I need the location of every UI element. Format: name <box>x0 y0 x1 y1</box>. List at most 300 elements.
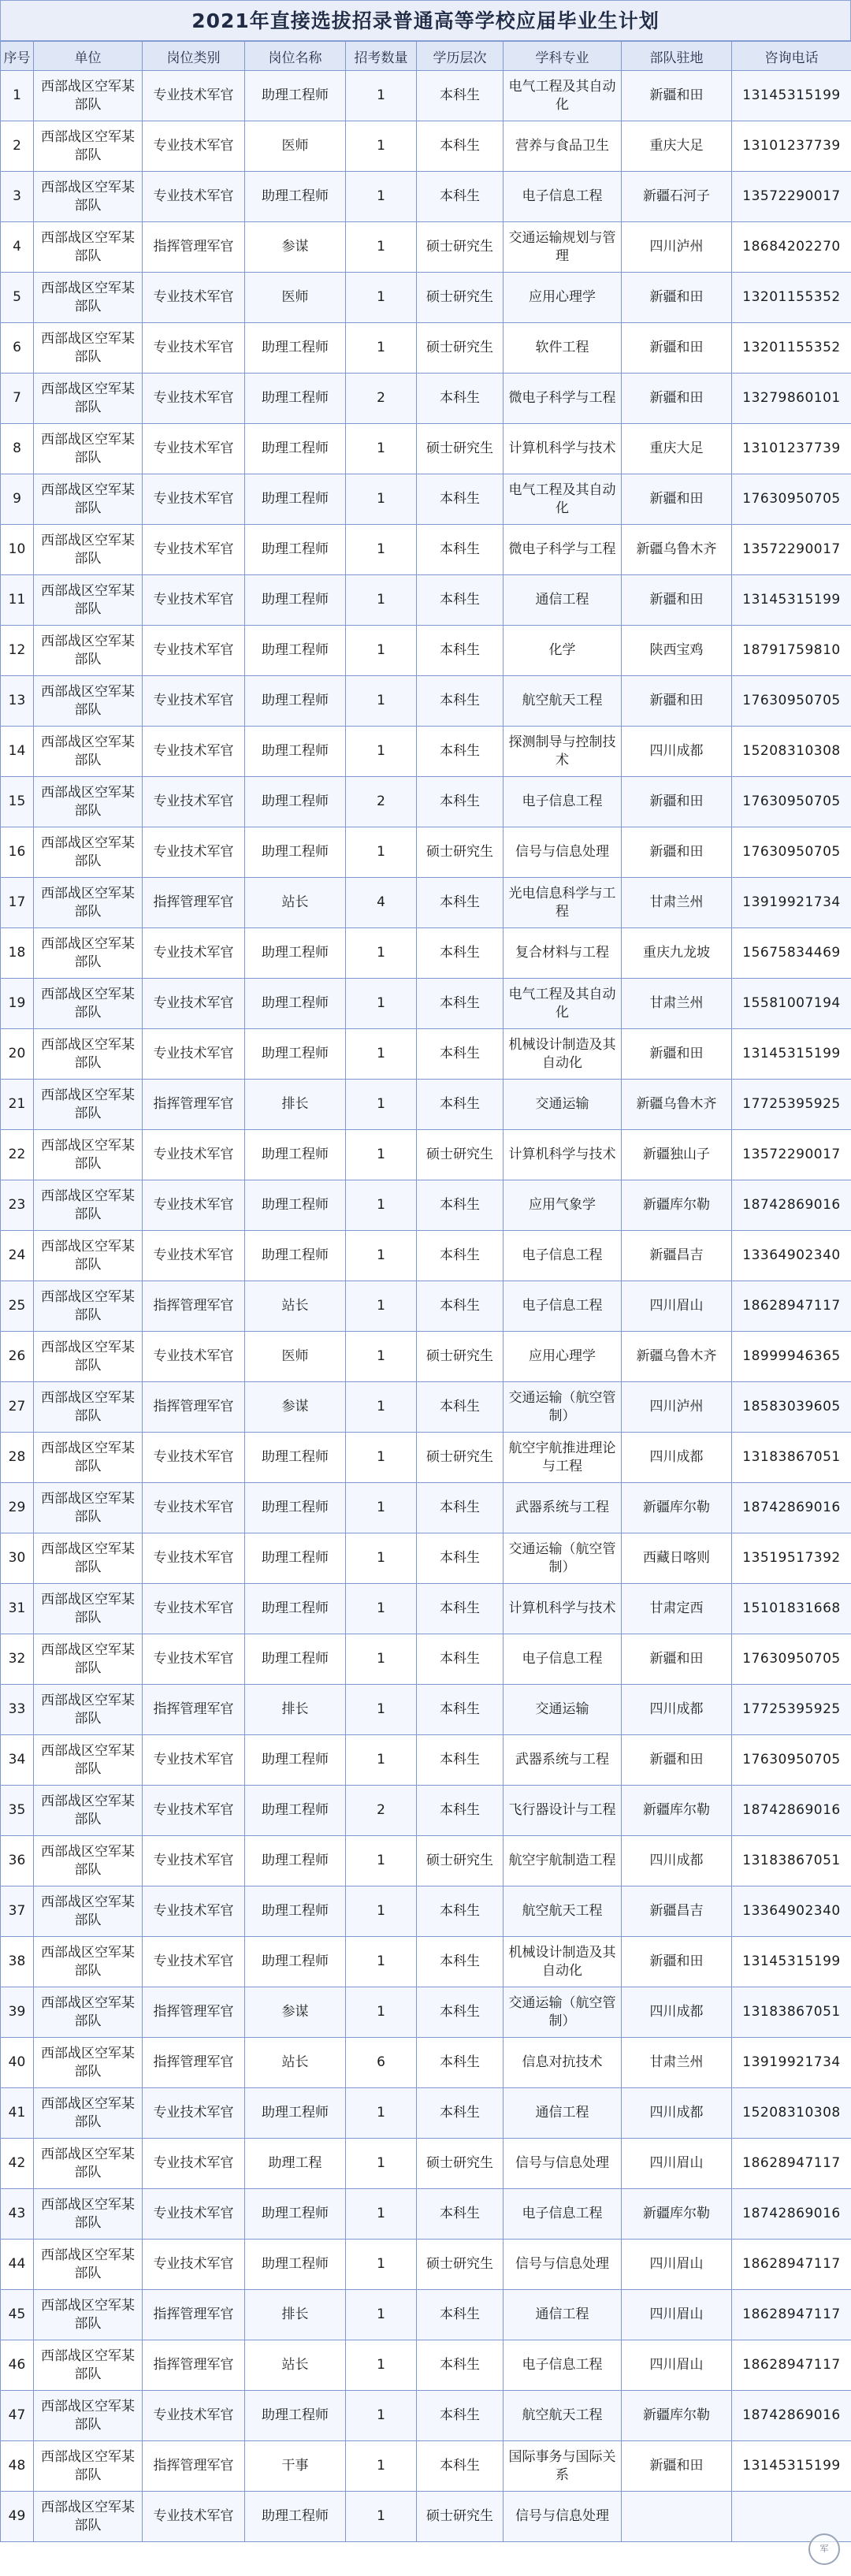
cell-unit: 西部战区空军某部队 <box>34 2492 143 2542</box>
table-row <box>1 1584 851 1634</box>
cell-unit: 西部战区空军某部队 <box>34 474 143 525</box>
cell-degree: 硕士研究生 <box>417 222 504 273</box>
cell-category: 专业技术军官 <box>143 1786 245 1836</box>
cell-major: 信息对抗技术 <box>504 2038 622 2088</box>
cell-quota: 1 <box>346 1433 417 1483</box>
cell-position: 助理工程师 <box>245 827 346 878</box>
cell-major: 电子信息工程 <box>504 1281 622 1332</box>
cell-position: 参谋 <box>245 1382 346 1433</box>
cell-unit: 西部战区空军某部队 <box>34 222 143 273</box>
cell-major: 应用心理学 <box>504 1332 622 1382</box>
cell-unit: 西部战区空军某部队 <box>34 2290 143 2340</box>
cell-station: 甘肃定西 <box>622 1584 732 1634</box>
cell-phone: 18742869016 <box>732 1786 851 1836</box>
cell-position: 助理工程师 <box>245 71 346 121</box>
table-row <box>1 323 851 374</box>
cell-index: 28 <box>1 1433 34 1483</box>
cell-major: 计算机科学与技术 <box>504 1584 622 1634</box>
cell-position: 助理工程师 <box>245 1029 346 1080</box>
cell-unit: 西部战区空军某部队 <box>34 2240 143 2290</box>
cell-unit: 西部战区空军某部队 <box>34 1533 143 1584</box>
cell-position: 医师 <box>245 273 346 323</box>
cell-station: 四川成都 <box>622 1685 732 1735</box>
cell-category: 专业技术军官 <box>143 374 245 424</box>
column-header-index: 序号 <box>1 42 34 71</box>
cell-phone: 13572290017 <box>732 172 851 222</box>
cell-category: 专业技术军官 <box>143 1886 245 1937</box>
cell-phone: 15208310308 <box>732 727 851 777</box>
cell-position: 助理工程师 <box>245 1937 346 1987</box>
cell-position: 助理工程师 <box>245 777 346 827</box>
cell-index: 9 <box>1 474 34 525</box>
table-row <box>1 1180 851 1231</box>
cell-position: 助理工程师 <box>245 979 346 1029</box>
table-row <box>1 1231 851 1281</box>
cell-category: 专业技术军官 <box>143 1029 245 1080</box>
cell-category: 专业技术军官 <box>143 575 245 626</box>
cell-category: 专业技术军官 <box>143 1735 245 1786</box>
cell-index: 20 <box>1 1029 34 1080</box>
cell-unit: 西部战区空军某部队 <box>34 273 143 323</box>
cell-position: 助理工程师 <box>245 1786 346 1836</box>
cell-position: 站长 <box>245 2038 346 2088</box>
cell-major: 应用心理学 <box>504 273 622 323</box>
cell-station: 新疆和田 <box>622 1937 732 1987</box>
cell-quota: 1 <box>346 1130 417 1180</box>
cell-phone: 13183867051 <box>732 1987 851 2038</box>
cell-position: 参谋 <box>245 222 346 273</box>
cell-unit: 西部战区空军某部队 <box>34 1130 143 1180</box>
cell-station: 新疆和田 <box>622 1634 732 1685</box>
cell-station: 新疆和田 <box>622 71 732 121</box>
cell-category: 专业技术军官 <box>143 1836 245 1886</box>
cell-unit: 西部战区空军某部队 <box>34 1180 143 1231</box>
cell-station: 新疆乌鲁木齐 <box>622 1332 732 1382</box>
cell-major: 电子信息工程 <box>504 2189 622 2240</box>
cell-category: 专业技术军官 <box>143 2139 245 2189</box>
cell-quota: 1 <box>346 1735 417 1786</box>
cell-position: 助理工程师 <box>245 727 346 777</box>
table-row <box>1 2391 851 2441</box>
cell-quota: 1 <box>346 1483 417 1533</box>
cell-position: 助理工程师 <box>245 575 346 626</box>
cell-unit: 西部战区空军某部队 <box>34 2088 143 2139</box>
cell-quota: 1 <box>346 1937 417 1987</box>
cell-unit: 西部战区空军某部队 <box>34 1382 143 1433</box>
cell-major: 电子信息工程 <box>504 1231 622 1281</box>
cell-position: 助理工程师 <box>245 1634 346 1685</box>
cell-major: 微电子科学与工程 <box>504 525 622 575</box>
cell-category: 专业技术军官 <box>143 2240 245 2290</box>
cell-category: 专业技术军官 <box>143 727 245 777</box>
cell-quota: 1 <box>346 2391 417 2441</box>
cell-unit: 西部战区空军某部队 <box>34 1584 143 1634</box>
cell-quota: 1 <box>346 1987 417 2038</box>
table-row <box>1 2139 851 2189</box>
cell-degree: 本科生 <box>417 878 504 928</box>
cell-index: 27 <box>1 1382 34 1433</box>
cell-position: 助理工程师 <box>245 626 346 676</box>
cell-degree: 硕士研究生 <box>417 323 504 374</box>
cell-category: 专业技术军官 <box>143 1231 245 1281</box>
cell-degree: 硕士研究生 <box>417 2492 504 2542</box>
cell-unit: 西部战区空军某部队 <box>34 1987 143 2038</box>
cell-degree: 本科生 <box>417 1382 504 1433</box>
cell-phone: 17630950705 <box>732 676 851 727</box>
cell-quota: 1 <box>346 1332 417 1382</box>
cell-degree: 本科生 <box>417 1483 504 1533</box>
cell-phone: 18684202270 <box>732 222 851 273</box>
cell-phone: 15675834469 <box>732 928 851 979</box>
cell-degree: 本科生 <box>417 374 504 424</box>
cell-position: 助理工程师 <box>245 374 346 424</box>
cell-major: 通信工程 <box>504 2290 622 2340</box>
column-header-station: 部队驻地 <box>622 42 732 71</box>
cell-position: 站长 <box>245 1281 346 1332</box>
cell-station: 四川泸州 <box>622 1382 732 1433</box>
cell-phone <box>732 2492 851 2542</box>
cell-station: 陕西宝鸡 <box>622 626 732 676</box>
column-header-major: 学科专业 <box>504 42 622 71</box>
cell-phone: 13183867051 <box>732 1433 851 1483</box>
cell-phone: 17630950705 <box>732 777 851 827</box>
cell-major: 飞行器设计与工程 <box>504 1786 622 1836</box>
page-title: 2021年直接选拔招录普通高等学校应届毕业生计划 <box>0 0 851 41</box>
cell-index: 26 <box>1 1332 34 1382</box>
cell-unit: 西部战区空军某部队 <box>34 1937 143 1987</box>
cell-major: 光电信息科学与工程 <box>504 878 622 928</box>
cell-degree: 硕士研究生 <box>417 2139 504 2189</box>
cell-major: 电气工程及其自动化 <box>504 979 622 1029</box>
cell-station <box>622 2492 732 2542</box>
cell-degree: 本科生 <box>417 172 504 222</box>
table-row <box>1 575 851 626</box>
cell-station: 新疆乌鲁木齐 <box>622 525 732 575</box>
table-row <box>1 1080 851 1130</box>
cell-quota: 1 <box>346 1634 417 1685</box>
cell-quota: 1 <box>346 1836 417 1886</box>
cell-unit: 西部战区空军某部队 <box>34 777 143 827</box>
cell-phone: 17630950705 <box>732 1634 851 1685</box>
cell-major: 交通运输 <box>504 1080 622 1130</box>
cell-degree: 本科生 <box>417 1029 504 1080</box>
cell-quota: 1 <box>346 273 417 323</box>
cell-station: 四川泸州 <box>622 222 732 273</box>
cell-unit: 西部战区空军某部队 <box>34 424 143 474</box>
cell-quota: 1 <box>346 1029 417 1080</box>
cell-index: 31 <box>1 1584 34 1634</box>
cell-phone: 13145315199 <box>732 1937 851 1987</box>
cell-degree: 硕士研究生 <box>417 2240 504 2290</box>
cell-degree: 本科生 <box>417 1533 504 1584</box>
cell-position: 助理工程师 <box>245 2088 346 2139</box>
cell-major: 交通运输（航空管制） <box>504 1533 622 1584</box>
cell-unit: 西部战区空军某部队 <box>34 928 143 979</box>
cell-index: 19 <box>1 979 34 1029</box>
cell-index: 6 <box>1 323 34 374</box>
cell-index: 25 <box>1 1281 34 1332</box>
cell-category: 专业技术军官 <box>143 2391 245 2441</box>
cell-phone: 18742869016 <box>732 2189 851 2240</box>
cell-position: 助理工程师 <box>245 1735 346 1786</box>
cell-degree: 本科生 <box>417 1937 504 1987</box>
cell-category: 专业技术军官 <box>143 1483 245 1533</box>
cell-station: 四川眉山 <box>622 2139 732 2189</box>
cell-category: 专业技术军官 <box>143 273 245 323</box>
cell-category: 专业技术军官 <box>143 2088 245 2139</box>
cell-quota: 1 <box>346 979 417 1029</box>
cell-degree: 本科生 <box>417 121 504 172</box>
watermark-logo: 军 <box>808 2533 840 2565</box>
cell-index: 30 <box>1 1533 34 1584</box>
cell-index: 36 <box>1 1836 34 1886</box>
cell-station: 甘肃兰州 <box>622 979 732 1029</box>
cell-category: 专业技术军官 <box>143 1533 245 1584</box>
table-row <box>1 71 851 121</box>
table-row <box>1 273 851 323</box>
cell-station: 新疆库尔勒 <box>622 1786 732 1836</box>
cell-unit: 西部战区空军某部队 <box>34 2340 143 2391</box>
cell-degree: 硕士研究生 <box>417 1130 504 1180</box>
cell-index: 40 <box>1 2038 34 2088</box>
cell-category: 专业技术军官 <box>143 777 245 827</box>
cell-station: 四川眉山 <box>622 2290 732 2340</box>
cell-degree: 本科生 <box>417 2441 504 2492</box>
cell-position: 医师 <box>245 121 346 172</box>
cell-phone: 13145315199 <box>732 1029 851 1080</box>
column-header-position: 岗位名称 <box>245 42 346 71</box>
cell-station: 新疆石河子 <box>622 172 732 222</box>
cell-position: 助理工程师 <box>245 172 346 222</box>
cell-degree: 本科生 <box>417 71 504 121</box>
cell-position: 排长 <box>245 2290 346 2340</box>
cell-phone: 13101237739 <box>732 424 851 474</box>
cell-position: 助理工程师 <box>245 1130 346 1180</box>
cell-index: 34 <box>1 1735 34 1786</box>
cell-category: 专业技术军官 <box>143 626 245 676</box>
cell-position: 排长 <box>245 1080 346 1130</box>
table-row <box>1 2088 851 2139</box>
cell-station: 四川眉山 <box>622 1281 732 1332</box>
cell-degree: 本科生 <box>417 2088 504 2139</box>
table-row <box>1 2240 851 2290</box>
cell-degree: 本科生 <box>417 1886 504 1937</box>
cell-category: 指挥管理军官 <box>143 1382 245 1433</box>
table-row <box>1 1786 851 1836</box>
cell-index: 33 <box>1 1685 34 1735</box>
cell-degree: 本科生 <box>417 1281 504 1332</box>
cell-unit: 西部战区空军某部队 <box>34 1886 143 1937</box>
cell-degree: 本科生 <box>417 525 504 575</box>
cell-quota: 1 <box>346 2088 417 2139</box>
cell-phone: 18628947117 <box>732 2290 851 2340</box>
cell-phone: 15208310308 <box>732 2088 851 2139</box>
cell-position: 助理工程师 <box>245 1533 346 1584</box>
cell-phone: 17725395925 <box>732 1080 851 1130</box>
cell-index: 23 <box>1 1180 34 1231</box>
cell-index: 43 <box>1 2189 34 2240</box>
cell-quota: 1 <box>346 1080 417 1130</box>
cell-station: 新疆库尔勒 <box>622 2189 732 2240</box>
cell-index: 13 <box>1 676 34 727</box>
cell-category: 专业技术军官 <box>143 1130 245 1180</box>
cell-phone: 18999946365 <box>732 1332 851 1382</box>
table-header-row <box>1 42 851 71</box>
cell-quota: 1 <box>346 1584 417 1634</box>
cell-position: 干事 <box>245 2441 346 2492</box>
cell-unit: 西部战区空军某部队 <box>34 1332 143 1382</box>
cell-index: 47 <box>1 2391 34 2441</box>
cell-phone: 13364902340 <box>732 1231 851 1281</box>
column-header-quota: 招考数量 <box>346 42 417 71</box>
cell-phone: 17630950705 <box>732 827 851 878</box>
cell-phone: 13201155352 <box>732 323 851 374</box>
cell-station: 新疆和田 <box>622 2441 732 2492</box>
table-row <box>1 2038 851 2088</box>
cell-quota: 1 <box>346 172 417 222</box>
cell-major: 软件工程 <box>504 323 622 374</box>
cell-index: 22 <box>1 1130 34 1180</box>
table-row <box>1 1433 851 1483</box>
cell-major: 计算机科学与技术 <box>504 424 622 474</box>
table-row <box>1 121 851 172</box>
cell-major: 信号与信息处理 <box>504 827 622 878</box>
table-body <box>1 71 851 2542</box>
cell-degree: 硕士研究生 <box>417 424 504 474</box>
cell-unit: 西部战区空军某部队 <box>34 525 143 575</box>
cell-phone: 18742869016 <box>732 1483 851 1533</box>
cell-category: 专业技术军官 <box>143 1332 245 1382</box>
cell-quota: 1 <box>346 2340 417 2391</box>
cell-phone: 13364902340 <box>732 1886 851 1937</box>
cell-degree: 本科生 <box>417 1584 504 1634</box>
cell-major: 武器系统与工程 <box>504 1735 622 1786</box>
cell-phone: 13183867051 <box>732 1836 851 1886</box>
cell-unit: 西部战区空军某部队 <box>34 827 143 878</box>
cell-phone: 13279860101 <box>732 374 851 424</box>
cell-degree: 本科生 <box>417 2340 504 2391</box>
cell-position: 助理工程师 <box>245 1231 346 1281</box>
cell-major: 电气工程及其自动化 <box>504 474 622 525</box>
cell-index: 12 <box>1 626 34 676</box>
cell-quota: 1 <box>346 1533 417 1584</box>
cell-phone: 13919921734 <box>732 878 851 928</box>
cell-major: 交通运输 <box>504 1685 622 1735</box>
cell-major: 电子信息工程 <box>504 2340 622 2391</box>
cell-index: 42 <box>1 2139 34 2189</box>
cell-index: 17 <box>1 878 34 928</box>
cell-station: 西藏日喀则 <box>622 1533 732 1584</box>
cell-phone: 13572290017 <box>732 1130 851 1180</box>
cell-category: 专业技术军官 <box>143 474 245 525</box>
cell-category: 专业技术军官 <box>143 676 245 727</box>
cell-quota: 1 <box>346 424 417 474</box>
cell-quota: 1 <box>346 1685 417 1735</box>
recruitment-table <box>0 41 851 2542</box>
cell-station: 新疆和田 <box>622 323 732 374</box>
table-row <box>1 374 851 424</box>
table-row <box>1 1533 851 1584</box>
cell-index: 18 <box>1 928 34 979</box>
table-row <box>1 1836 851 1886</box>
cell-index: 7 <box>1 374 34 424</box>
cell-quota: 1 <box>346 827 417 878</box>
cell-major: 航空航天工程 <box>504 2391 622 2441</box>
cell-position: 助理工程师 <box>245 323 346 374</box>
cell-phone: 17630950705 <box>732 474 851 525</box>
cell-major: 应用气象学 <box>504 1180 622 1231</box>
cell-position: 助理工程师 <box>245 676 346 727</box>
cell-index: 39 <box>1 1987 34 2038</box>
cell-index: 16 <box>1 827 34 878</box>
cell-unit: 西部战区空军某部队 <box>34 374 143 424</box>
cell-position: 站长 <box>245 2340 346 2391</box>
table-row <box>1 2340 851 2391</box>
cell-station: 新疆和田 <box>622 676 732 727</box>
cell-station: 甘肃兰州 <box>622 878 732 928</box>
cell-station: 新疆和田 <box>622 474 732 525</box>
cell-category: 专业技术军官 <box>143 928 245 979</box>
cell-unit: 西部战区空军某部队 <box>34 1029 143 1080</box>
cell-category: 专业技术军官 <box>143 172 245 222</box>
cell-major: 航空宇航推进理论与工程 <box>504 1433 622 1483</box>
cell-station: 四川眉山 <box>622 2240 732 2290</box>
cell-index: 29 <box>1 1483 34 1533</box>
cell-position: 助理工程师 <box>245 2492 346 2542</box>
cell-phone: 13572290017 <box>732 525 851 575</box>
cell-unit: 西部战区空军某部队 <box>34 1786 143 1836</box>
cell-category: 专业技术军官 <box>143 1634 245 1685</box>
cell-index: 15 <box>1 777 34 827</box>
cell-station: 新疆独山子 <box>622 1130 732 1180</box>
cell-quota: 2 <box>346 1786 417 1836</box>
cell-degree: 本科生 <box>417 1735 504 1786</box>
cell-unit: 西部战区空军某部队 <box>34 2441 143 2492</box>
cell-station: 新疆和田 <box>622 1735 732 1786</box>
cell-category: 指挥管理军官 <box>143 2038 245 2088</box>
table-row <box>1 1130 851 1180</box>
column-header-unit: 单位 <box>34 42 143 71</box>
cell-major: 国际事务与国际关系 <box>504 2441 622 2492</box>
table-row <box>1 1937 851 1987</box>
cell-station: 新疆和田 <box>622 777 732 827</box>
cell-quota: 1 <box>346 121 417 172</box>
cell-quota: 1 <box>346 626 417 676</box>
cell-degree: 硕士研究生 <box>417 1433 504 1483</box>
cell-index: 48 <box>1 2441 34 2492</box>
cell-category: 指挥管理军官 <box>143 1685 245 1735</box>
cell-category: 专业技术军官 <box>143 1937 245 1987</box>
cell-unit: 西部战区空军某部队 <box>34 2139 143 2189</box>
cell-category: 专业技术军官 <box>143 1433 245 1483</box>
cell-degree: 本科生 <box>417 676 504 727</box>
cell-unit: 西部战区空军某部队 <box>34 878 143 928</box>
cell-quota: 1 <box>346 2139 417 2189</box>
cell-station: 新疆和田 <box>622 273 732 323</box>
cell-major: 信号与信息处理 <box>504 2492 622 2542</box>
cell-position: 助理工程师 <box>245 1483 346 1533</box>
cell-quota: 1 <box>346 525 417 575</box>
cell-position: 助理工程 <box>245 2139 346 2189</box>
cell-category: 指挥管理军官 <box>143 2290 245 2340</box>
cell-phone: 18628947117 <box>732 1281 851 1332</box>
cell-unit: 西部战区空军某部队 <box>34 1080 143 1130</box>
cell-degree: 本科生 <box>417 1080 504 1130</box>
table-row <box>1 928 851 979</box>
cell-station: 甘肃兰州 <box>622 2038 732 2088</box>
cell-degree: 本科生 <box>417 1685 504 1735</box>
cell-category: 指挥管理军官 <box>143 1281 245 1332</box>
